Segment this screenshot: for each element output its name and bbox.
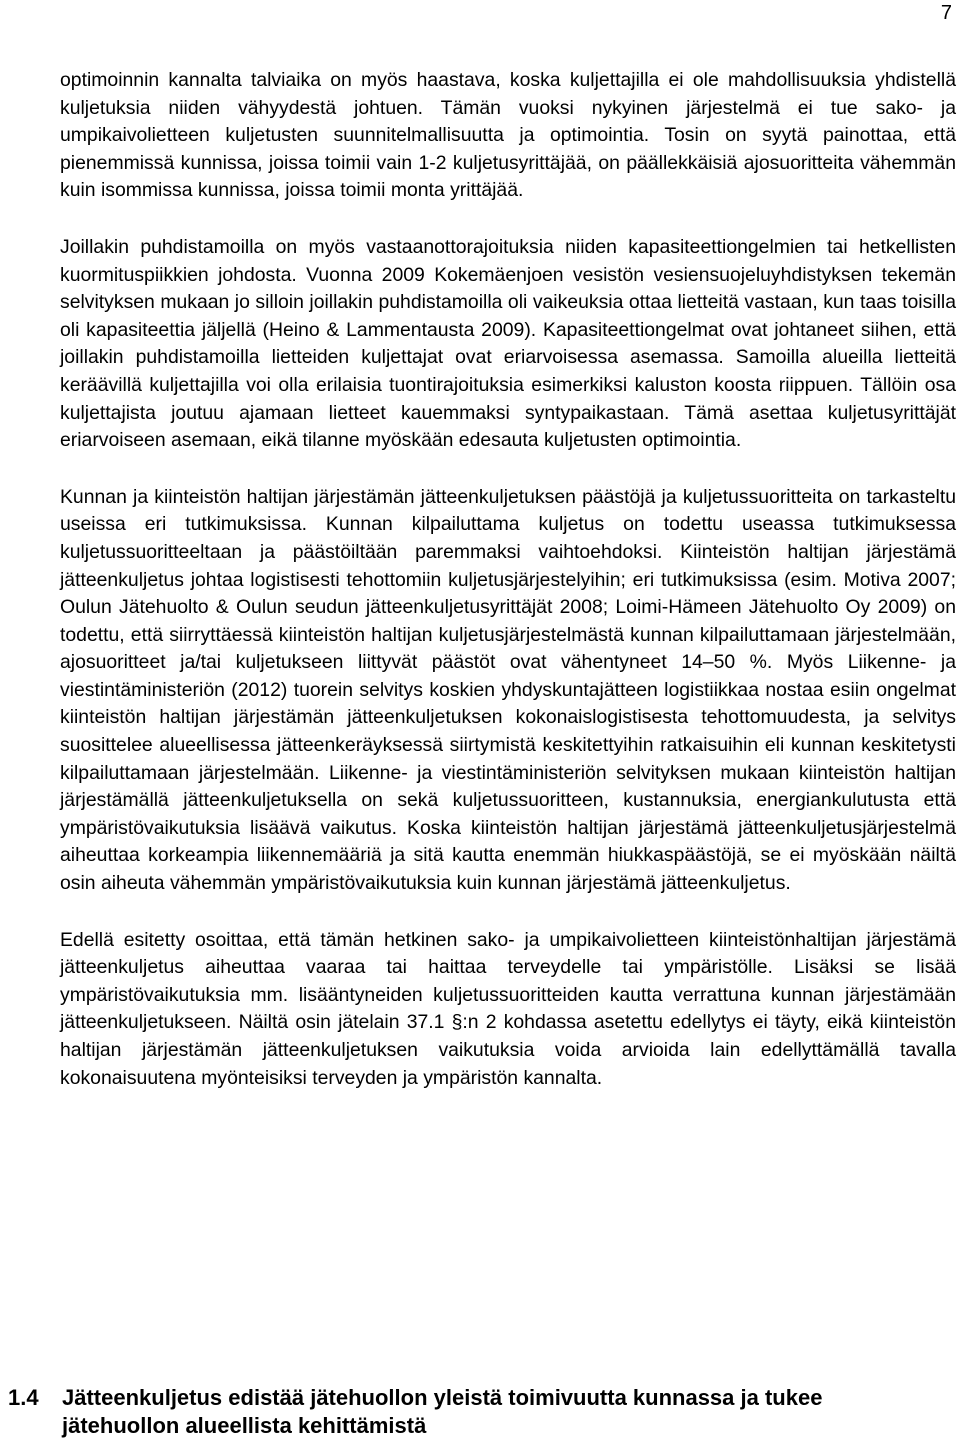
section-number: 1.4 xyxy=(8,1385,39,1410)
section-heading xyxy=(8,1384,938,1440)
paragraph-1: optimoinnin kannalta talviaika on myös haastava, koska kuljettajilla ei ole mahdollisuuksia yhdistellä kuljetuksia niiden vähyydestä johtuen. Tämän vuoksi nykyinen järjestelmä ei tue sako- ja umpikaivolietteen kuljetusten suunnitelmallisuutta ja optimointia. Tosin on syytä painottaa, että pienemmissä kunnissa, joissa toimii vain 1-2 kuljetusyrittäjää, on päällekkäisiä ajosuoritteita vähemmän kuin isommissa kunnissa, joissa toimii monta yrittäjää. xyxy=(60,69,956,202)
paragraph-2: Joillakin puhdistamoilla on myös vastaanottorajoituksia niiden kapasiteettiongelmien tai hetkellisten kuormituspiikkien johdosta. Vuonna 2009 Kokemäenjoen vesistön vesiensuojeluyhdistyksen tekemän selvityksen mukaan jo silloin joillakin puhdistamoilla oli vaikeuksia ottaa lietteitä vastaan, kun taas toisilla oli kapasiteettia jäljellä (Heino & Lammentausta 2009). Kapasiteettiongelmat ovat johtaneet siihen, että joillakin puhdistamoilla lietteiden kuljettajat ovat eriarvoisessa asemassa. Samoilla alueilla lietteitä keräävillä kuljettajilla voi olla erilaisia tuontirajoituksia esimerkiksi kaluston koosta riippuen. Tällöin osa kuljettajista joutuu ajamaan lietteet kauemmaksi syntypaikastaan. Tämä asettaa kuljetusyrittäjät eriarvoiseen asemaan, eikä tilanne myöskään edesauta kuljetusten optimointia. xyxy=(60,235,956,452)
section-title: Jätteenkuljetus edistää jätehuollon yleistä toimivuutta kunnassa ja tukee jätehuollon alueellista kehittämistä xyxy=(62,1385,823,1438)
document-body xyxy=(60,67,956,1121)
paragraph-3: Kunnan ja kiinteistön haltijan järjestämän jätteenkuljetuksen päästöjä ja kuljetussuoritteita on tarkasteltu useissa eri tutkimuksissa. Kunnan kilpailuttama kuljetus on todettu useassa tutkimuksessa kuljetussuoritteeltaan ja päästöiltään paremmaksi vaihtoehdoksi. Kiinteistön haltijan järjestämä jätteenkuljetus johtaa logistisesti tehottomiin kuljetusjärjestelyihin; eri tutkimuksissa (esim. Motiva 2007; Oulun Jätehuolto & Oulun seudun jätteenkuljetusyrittäjät 2008; Loimi-Hämeen Jätehuolto Oy 2009) on todettu, että siirryttäessä kiinteistön haltijan kuljetusjärjestelmästä kunnan kilpailuttamaan järjestelmään, ajosuoritteet ja/tai kuljetukseen liittyvät päästöt ovat vähentyneet 14–50 %. Myös Liikenne- ja viestintäministeriön (2012) tuorein selvitys koskien yhdyskuntajätteen logistiikkaa nostaa esiin ongelmat kiinteistön haltijan järjestämän jätteenkuljetuksen kokonaislogistisesta tehottomuudesta, ja selvitys suosittelee alueellisessa jätteenkeräyksessä siirtymistä keskitettyihin ratkaisuihin eli kunnan keskitetysti kilpailuttamaan järjestelmään. Liikenne- ja viestintäministeriön selvityksen mukaan kiinteistön haltijan järjestämällä jätteenkuljetuksella on sekä kuljetussuoritteen, kustannuksia, energiankulutusta että ympäristövaikutuksia lisäävä vaikutus. Koska kiinteistön haltijan järjestämä jätteenkuljetusjärjestelmä aiheuttaa korkeampia liikennemääriä ja sitä kautta enemmän hiukkaspäästöjä, se ei myöskään näiltä osin aiheuta vähemmän ympäristövaikutuksia kuin kunnan järjestämä jätteenkuljetus. xyxy=(60,485,956,895)
page-number: 7 xyxy=(940,2,952,24)
paragraph-4: Edellä esitetty osoittaa, että tämän hetkinen sako- ja umpikaivolietteen kiinteistönhaltijan järjestämä jätteenkuljetus aiheuttaa vaaraa tai haittaa terveydelle tai ympäristölle. Lisäksi se lisää ympäristövaikutuksia mm. lisääntyneiden kuljetussuoritteiden kautta verrattuna kunnan järjestämään jätteenkuljetukseen. Näiltä osin jätelain 37.1 §:n 2 kohdassa asetettu edellytys ei täyty, eikä kiinteistön haltijan järjestämän jätteenkuljetuksen vaikutuksia voida arvioida lain edellyttämällä tavalla kokonaisuutena myönteisiksi terveyden ja ympäristön kannalta. xyxy=(60,928,956,1089)
